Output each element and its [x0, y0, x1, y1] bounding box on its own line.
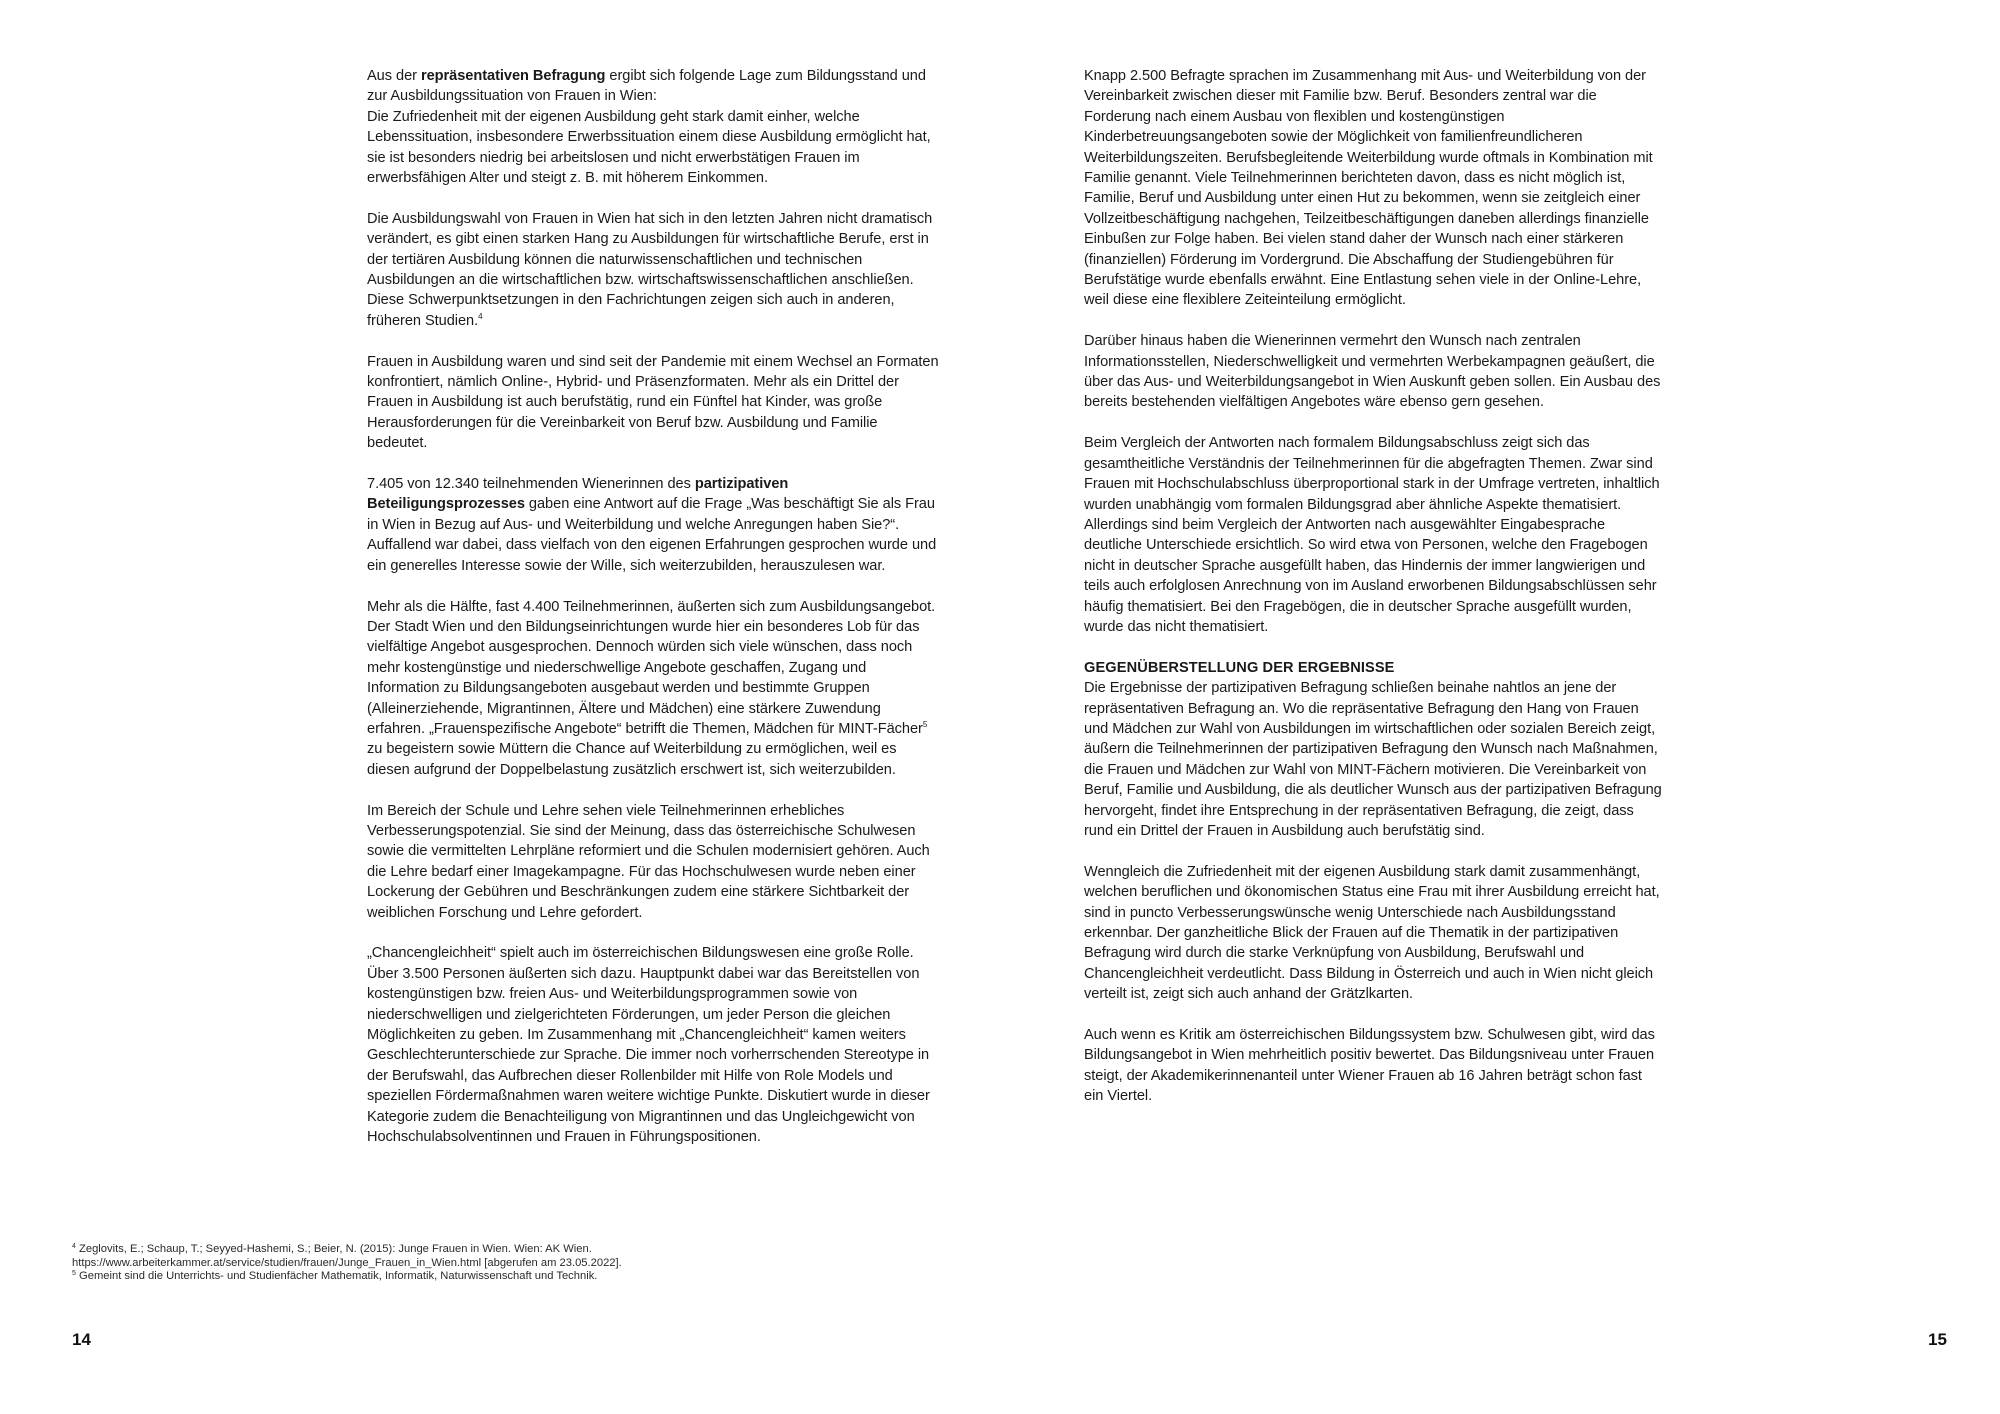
- footnote-4: $^4$ Zeglovits, E.; Schaup, T.; Seyyed-Hashemi, S.; Beier, N. (2015): Junge Frauen in Wien. Wien: AK Wien. https://www.arbeiterkammer.at/service/studien/frauen/Junge_Frauen_in_Wien.html [abgerufen am 23.05.2022].: [72, 1243, 622, 1269]
- left-paragraph-7: „Chancengleichheit“ spielt auch im österreichischen Bildungswesen eine große Rolle. Über 3.500 Personen äußerten sich dazu. Hauptpunkt dabei war das Bereitstellen von kostengünstigen bzw. freien Aus- und Weiterbildungsprogrammen sowie von niederschwelligen und zielgerichteten Förderungen, um jeder Person die gleichen Möglichkeiten zu geben. Im Zusammenhang mit „Chancengleichheit“ kamen weiters Geschlechterunterschiede zur Sprache. Die immer noch vorherrschenden Stereotype in der Berufswahl, das Aufbrechen dieser Rollenbilder mit Hilfe von Role Models und speziellen Fördermaßnahmen waren weitere wichtige Punkte. Diskutiert wurde in dieser Kategorie zudem die Benachteiligung von Migrantinnen und das Ungleichgewicht von Hochschulabsolventinnen und Frauen in Führungspositionen.: [367, 945, 930, 1146]
- left-text-column: [367, 66, 939, 1168]
- right-paragraph-6: Auch wenn es Kritik am österreichischen Bildungssystem bzw. Schulwesen gibt, wird das Bildungsangebot in Wien mehrheitlich positiv bewertet. Das Bildungsniveau unter Frauen steigt, der Akademikerinnenanteil unter Wiener Frauen ab 16 Jahren beträgt schon fast ein Viertel.: [1084, 1027, 1655, 1105]
- right-paragraph-2: Darüber hinaus haben die Wienerinnen vermehrt den Wunsch nach zentralen Informationsstellen, Niederschwelligkeit und vermehrten Werbekampagnen geäußert, die über das Aus- und Weiterbildungsangebot in Wien Auskunft geben sollen. Ein Ausbau des bereits bestehenden vielfältigen Angebotes wäre ebenso gern gesehen.: [1084, 333, 1661, 411]
- right-paragraph-3: Beim Vergleich der Antworten nach formalem Bildungsabschluss zeigt sich das gesamtheitliche Verständnis der Teilnehmerinnen für die abgefragten Themen. Zwar sind Frauen mit Hochschulabschluss überproportional stark in der Umfrage vertreten, inhaltlich wurden unabhängig vom formalen Bildungsgrad aber ähnliche Aspekte thematisiert. Allerdings sind beim Vergleich der Antworten nach ausgewählter Eingabesprache deutliche Unterschiede ersichtlich. So wird etwa von Personen, welche den Fragebogen nicht in deutscher Sprache ausgefüllt haben, das Hindernis der immer langwierigen und teils auch erfolglosen Anrechnung von im Ausland erworbenen Bildungsabschlüssen sehr häufig thematisiert. Bei den Fragebögen, die in deutscher Sprache ausgefüllt wurden, wurde das nicht thematisiert.: [1084, 435, 1660, 635]
- right-text-column: [1084, 66, 1664, 1127]
- footnotes: [72, 1243, 952, 1284]
- left-paragraph-5: Mehr als die Hälfte, fast 4.400 Teilnehmerinnen, äußerten sich zum Ausbildungsangebot. Der Stadt Wien und den Bildungseinrichtungen wurde hier ein besonderes Lob für das vielfältige Angebot ausgesprochen. Dennoch würden sich viele wünschen, dass noch mehr kostengünstige und niederschwellige Angebote geschaffen, Zugang und Information zu Bildungsangeboten ausgebaut werden und bestimmte Gruppen (Alleinerziehende, Migrantinnen, Ältere und Mädchen) eine stärkere Zuwendung erfahren. „Frauenspezifische Angebote“ betrifft die Themen, Mädchen für MINT-Fächer$^5$ zu begeistern sowie Müttern die Chance auf Weiterbildung zu ermöglichen, weil es diesen aufgrund der Doppelbelastung zusätzlich erschwert ist, sich weiterzubilden.: [367, 598, 936, 778]
- left-paragraph-4: 7.405 von 12.340 teilnehmenden Wienerinnen des partizipativen Beteiligungsprozesses gaben eine Antwort auf die Frage „Was beschäftigt Sie als Frau in Wien in Bezug auf Aus- und Weiterbildung und welche Anregungen haben Sie?“. Auffallend war dabei, dass vielfach von den eigenen Erfahrungen gesprochen wurde und ein generelles Interesse sowie der Wille, sich weiterzubilden, herauszulesen war.: [367, 476, 937, 574]
- page-number-right: 15: [1928, 1330, 1947, 1349]
- footnote-ref-5: 5: [922, 719, 928, 729]
- left-paragraph-1-intro: Aus der repräsentativen Befragung ergibt sich folgende Lage zum Bildungsstand und zur Ausbildungssituation von Frauen in Wien:: [367, 68, 926, 105]
- page-number-left: 14: [72, 1330, 91, 1349]
- footnote-ref-4: 4: [478, 311, 483, 321]
- left-paragraph-1: Die Zufriedenheit mit der eigenen Ausbildung geht stark damit einher, welche Lebenssituation, insbesondere Erwerbssituation einem diese Ausbildung ermöglicht hat, sie ist besonders niedrig bei arbeitslosen und nicht erwerbstätigen Frauen im erwerbsfähigen Alter und steigt z. B. mit höherem Einkommen.: [367, 108, 931, 187]
- left-paragraph-2: Die Ausbildungswahl von Frauen in Wien hat sich in den letzten Jahren nicht dramatisch verändert, es gibt einen starken Hang zu Ausbildungen für wirtschaftliche Berufe, erst in der tertiären Ausbildung können die naturwissenschaftlichen und technischen Ausbildungen an die wirtschaftlichen bzw. wirtschaftswissenschaftlichen anschließen. Diese Schwerpunktsetzungen in den Fachrichtungen zeigen sich auch in anderen, früheren Studien.$^4$: [367, 210, 933, 329]
- right-paragraph-4: Die Ergebnisse der partizipativen Befragung schließen beinahe nahtlos an jene der repräsentativen Befragung an. Wo die repräsentative Befragung den Hang von Frauen und Mädchen zur Wahl von Ausbildungen im wirtschaftlichen oder sozialen Bereich zeigt, äußern die Teilnehmerinnen der partizipativen Befragung den Wunsch nach Maßnahmen, die Frauen und Mädchen zur Wahl von MINT-Fächern motivieren. Die Vereinbarkeit von Beruf, Familie und Ausbildung, die als deutlicher Wunsch aus der partizipativen Befragung hervorgeht, findet ihre Entsprechung in der repräsentativen Befragung, die zeigt, dass rund ein Drittel der Frauen in Ausbildung auch berufstätig sind.: [1084, 680, 1662, 839]
- section-heading: GEGENÜBERSTELLUNG DER ERGEBNISSE: [1084, 659, 1395, 676]
- right-paragraph-5: Wenngleich die Zufriedenheit mit der eigenen Ausbildung stark damit zusammenhängt, welchen beruflichen und ökonomischen Status eine Frau mit ihrer Ausbildung erreicht hat, sind in puncto Verbesserungswünsche wenig Unterschiede nach Ausbildungsstand erkennbar. Der ganzheitliche Blick der Frauen auf die Thematik in der partizipativen Befragung wird durch die starke Verknüpfung von Ausbildung, Berufswahl und Chancengleichheit verdeutlicht. Dass Bildung in Österreich und auch in Wien nicht gleich verteilt ist, zeigt sich auch anhand der Grätzlkarten.: [1084, 863, 1660, 1003]
- left-paragraph-3: Frauen in Ausbildung waren und sind seit der Pandemie mit einem Wechsel an Formaten konfrontiert, nämlich Online-, Hybrid- und Präsenzformaten. Mehr als ein Drittel der Frauen in Ausbildung ist auch berufstätig, rund ein Fünftel hat Kinder, was große Herausforderungen für die Vereinbarkeit von Beruf bzw. Ausbildung und Familie bedeutet.: [367, 353, 939, 452]
- left-paragraph-6: Im Bereich der Schule und Lehre sehen viele Teilnehmerinnen erhebliches Verbesserungspotenzial. Sie sind der Meinung, dass das österreichische Schulwesen sowie die vermittelten Lehrpläne reformiert und die Schulen modernisiert gehören. Auch die Lehre bedarf einer Imagekampagne. Für das Hochschulwesen wurde neben einer Lockerung der Gebühren und Beschränkungen zudem eine stärkere Sichtbarkeit der weiblichen Forschung und Lehre gefordert.: [367, 802, 930, 921]
- right-paragraph-1: Knapp 2.500 Befragte sprachen im Zusammenhang mit Aus- und Weiterbildung von der Vereinbarkeit zwischen dieser mit Familie bzw. Beruf. Besonders zentral war die Forderung nach einem Ausbau von flexiblen und kostengünstigen Kinderbetreuungsangeboten sowie der Möglichkeit von familienfreundlicheren Weiterbildungszeiten. Berufsbegleitende Weiterbildung wurde oftmals in Kombination mit Familie genannt. Viele Teilnehmerinnen berichteten davon, dass es nicht möglich ist, Familie, Beruf und Ausbildung unter einen Hut zu bekommen, wenn sie zeitgleich einer Vollzeitbeschäftigung nachgehen, Teilzeitbeschäftigungen daneben allerdings finanzielle Einbußen zur Folge haben. Bei vielen stand daher der Wunsch nach einer stärkeren (finanziellen) Förderung im Vordergrund. Die Abschaffung der Studiengebühren für Berufstätige wurde ebenfalls erwähnt. Eine Entlastung sehen viele in der Online-Lehre, weil diese eine flexiblere Zeiteinteilung ermöglicht.: [1084, 68, 1653, 309]
- footnote-5: $^5$ Gemeint sind die Unterrichts- und Studienfächer Mathematik, Informatik, Naturwissenschaft und Technik.: [72, 1270, 598, 1283]
